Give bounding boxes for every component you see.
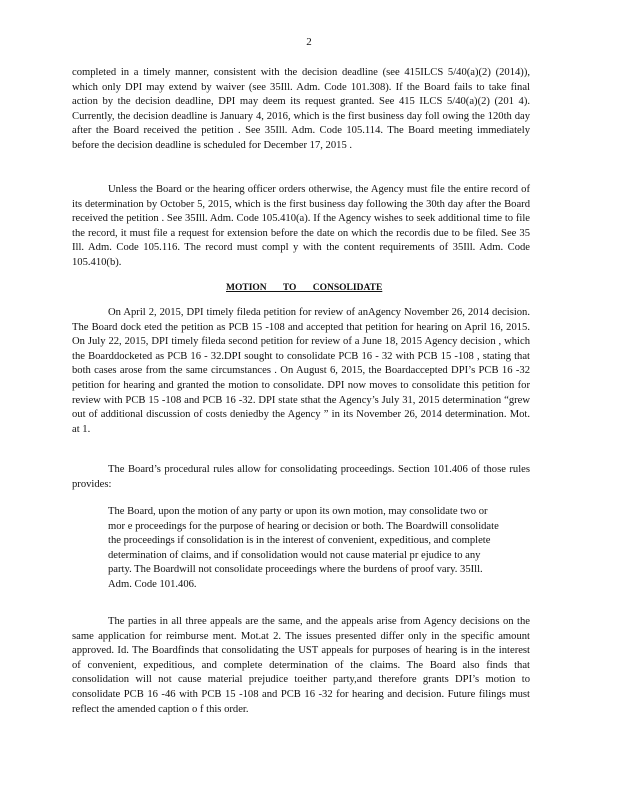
paragraph-board-finding: The parties in all three appeals are the same, and the appeals arise from Agency decisions on the same application for reimburse ment. Mot.at 2. The issues presented differ only in the specific amount approved. Id. The Boardfinds that consolidating the UST appeals for purposes of hearing is in the interest of convenient, expeditious, and complete determination of the claims. The Board also finds that consolidation will not cause material prejudice toeither party,and therefore grants DPI’s motion to consolidate PCB 16 -46 with PCB 15 -108 and PCB 16 -32 for hearing and decision. Future filings must reflect the amended caption o f this order. (72, 616, 530, 715)
section-heading-motion-to-consolidate: MOTION TO CONSOLIDATE (226, 283, 383, 293)
block-quote-section-101-406: The Board, upon the motion of any party or upon its own motion, may consolidate two or mor e proceedings for the purpose of hearing or decision or both. The Boardwill consolidate the proceedings if consolidation is in the interest of convenient, expeditious, and complete determination of claims, and if consolidation would not cause material pr ejudice to any party. The Boardwill not consolidate proceedings where the burdens of proof vary. 35Ill. Adm. Code 101.406. (108, 506, 499, 590)
paragraph-decision-deadline: completed in a timely manner, consistent with the decision deadline (see 415ILCS 5/40(a)(2) (2014)), which only DPI may extend by waiver (see 35Ill. Adm. Code 101.308). If the Board fails to take final action by the decision deadline, DPI may deem its request granted. See 415 ILCS 5/40(a)(2) (201 4). Currently, the decision deadline is January 4, 2016, which is the first business day foll owing the 120th day after the Board received the petition . See 35Ill. Adm. Code 105.114. The Board meeting immediately before the decision deadline is scheduled for December 17, 2015 . (72, 67, 530, 151)
paragraph-procedural-history: On April 2, 2015, DPI timely fileda petition for review of anAgency November 26, 2014 decision. The Board dock eted the petition as PCB 15 -108 and accepted that petition for hearing on April 16, 2015. On July 22, 2015, DPI timely fileda second petition for review of a June 18, 2015 Agency decision , which the Boarddocketed as PCB 16 - 32.DPI sought to consolidate PCB 16 - 32 with PCB 15 -108 , stating that both cases arose from the same circumstances . On August 6, 2015, the Boardaccepted DPI’s PCB 16 -32 petition for hearing and granted the motion to consolidate. DPI now moves to consolidate this petition for review with PCB 15 -108 and PCB 16 -32. DPI state sthat the Agency’s July 31, 2015 determination “grew out of additional discussion of costs deniedby the Agency ” in its November 26, 2014 determination. Mot. at 1. (72, 307, 530, 435)
paragraph-agency-record: Unless the Board or the hearing officer orders otherwise, the Agency must file the entire record of its determination by October 5, 2015, which is the first business day following the 30th day after the Board received the petition . See 35Ill. Adm. Code 105.410(a). If the Agency wishes to seek additional time to file the record, it must file a request for extension before the date on which the recordis due to be filed. See 35 Ill. Adm. Code 105.116. The record must compl y with the content requirements of 35Ill. Adm. Code 105.410(b). (72, 184, 530, 268)
page-number: 2 (306, 36, 312, 48)
paragraph-procedural-rules: The Board’s procedural rules allow for consolidating proceedings. Section 101.406 of those rules provides: (72, 464, 530, 490)
